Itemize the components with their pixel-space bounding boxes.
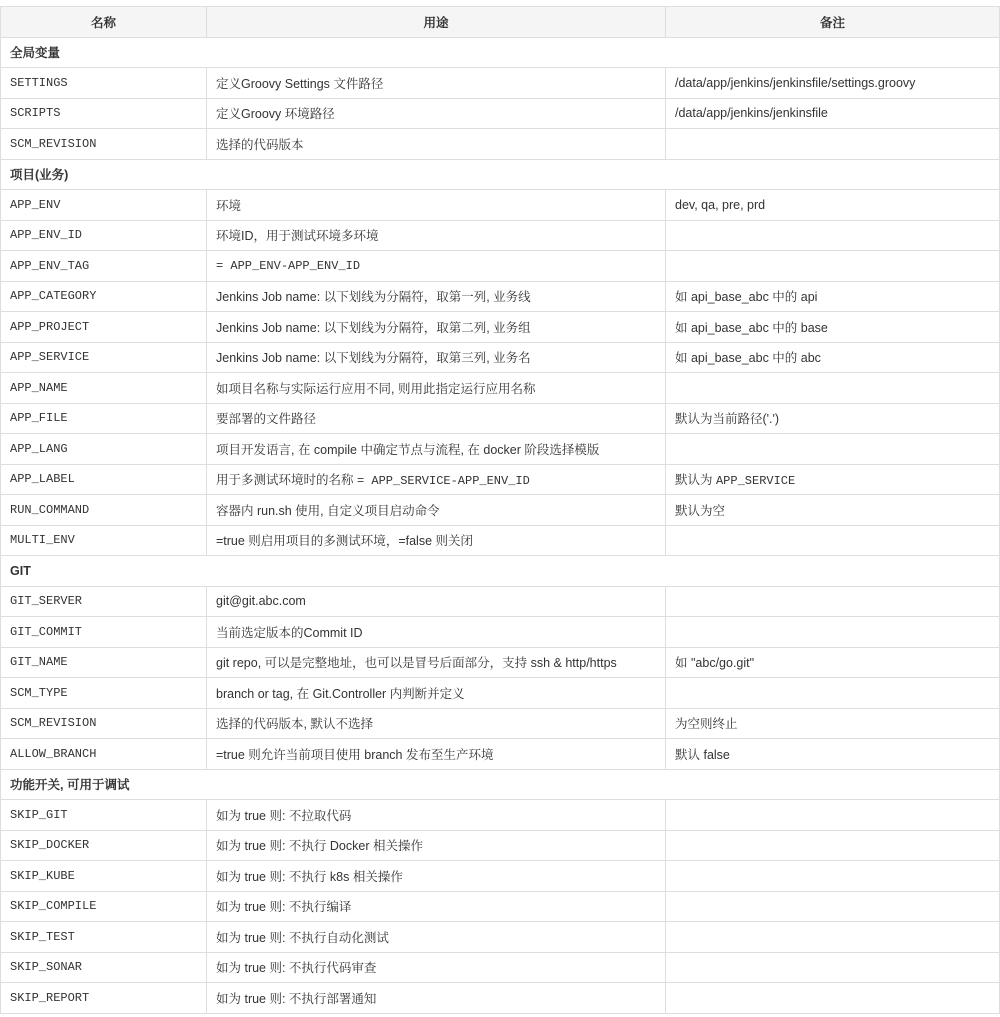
column-header-usage: 用途 xyxy=(207,7,666,38)
table-row xyxy=(1,861,1000,892)
table-row xyxy=(1,708,1000,739)
column-header-note: 备注 xyxy=(666,7,1000,38)
var-usage: git repo, 可以是完整地址，也可以是冒号后面部分，支持 ssh & http/https xyxy=(207,647,666,678)
var-usage: 项目开发语言, 在 compile 中确定节点与流程, 在 docker 阶段选择模版 xyxy=(207,434,666,465)
table-row xyxy=(1,495,1000,526)
table-row xyxy=(1,983,1000,1014)
var-note xyxy=(666,129,1000,160)
var-usage: git@git.abc.com xyxy=(207,586,666,617)
var-name: APP_ENV_ID xyxy=(1,220,207,251)
var-name: SKIP_DOCKER xyxy=(1,830,207,861)
table-row xyxy=(1,281,1000,312)
table-row xyxy=(1,251,1000,282)
var-note: 如 api_base_abc 中的 api xyxy=(666,281,1000,312)
var-note: 如 "abc/go.git" xyxy=(666,647,1000,678)
table-row xyxy=(1,98,1000,129)
var-name: APP_LANG xyxy=(1,434,207,465)
var-note xyxy=(666,861,1000,892)
table-row xyxy=(1,525,1000,556)
var-name: APP_PROJECT xyxy=(1,312,207,343)
var-usage: 当前选定版本的Commit ID xyxy=(207,617,666,648)
table-row xyxy=(1,800,1000,831)
var-usage: 如为 true 则: 不执行部署通知 xyxy=(207,983,666,1014)
var-name: MULTI_ENV xyxy=(1,525,207,556)
var-usage: 环境 xyxy=(207,190,666,221)
var-usage: 容器内 run.sh 使用, 自定义项目启动命令 xyxy=(207,495,666,526)
var-note xyxy=(666,678,1000,709)
var-usage: 选择的代码版本 xyxy=(207,129,666,160)
table-row xyxy=(1,891,1000,922)
var-usage: =true 则启用项目的多测试环境，=false 则关闭 xyxy=(207,525,666,556)
table-body xyxy=(1,37,1000,1013)
var-name: GIT_COMMIT xyxy=(1,617,207,648)
table-row xyxy=(1,464,1000,495)
var-name: GIT_SERVER xyxy=(1,586,207,617)
var-note: 如 api_base_abc 中的 abc xyxy=(666,342,1000,373)
usage-prefix: 用于多测试环境时的名称 xyxy=(216,473,357,488)
var-name: SKIP_GIT xyxy=(1,800,207,831)
var-name: SKIP_COMPILE xyxy=(1,891,207,922)
header-row xyxy=(1,7,1000,38)
var-usage: Jenkins Job name: 以下划线为分隔符，取第一列, 业务线 xyxy=(207,281,666,312)
var-note xyxy=(666,983,1000,1014)
var-note xyxy=(666,586,1000,617)
section-row-feature-switches xyxy=(1,769,1000,800)
variables-table xyxy=(0,6,1000,1014)
var-note: 默认为当前路径('.') xyxy=(666,403,1000,434)
var-note xyxy=(666,617,1000,648)
var-name: SCRIPTS xyxy=(1,98,207,129)
note-prefix: 默认为 xyxy=(675,473,716,488)
var-usage: 环境ID，用于测试环境多环境 xyxy=(207,220,666,251)
section-row-git xyxy=(1,556,1000,587)
section-title: 功能开关, 可用于调试 xyxy=(1,769,1000,800)
var-note xyxy=(666,373,1000,404)
var-name: APP_FILE xyxy=(1,403,207,434)
table-row xyxy=(1,129,1000,160)
var-usage: 如为 true 则: 不执行自动化测试 xyxy=(207,922,666,953)
var-name: APP_NAME xyxy=(1,373,207,404)
section-title: 全局变量 xyxy=(1,37,1000,68)
var-note xyxy=(666,464,1000,495)
var-note: /data/app/jenkins/jenkinsfile xyxy=(666,98,1000,129)
section-row-project xyxy=(1,159,1000,190)
var-usage: 如为 true 则: 不拉取代码 xyxy=(207,800,666,831)
var-name: APP_ENV_TAG xyxy=(1,251,207,282)
var-usage: Jenkins Job name: 以下划线为分隔符，取第二列, 业务组 xyxy=(207,312,666,343)
var-note: 为空则终止 xyxy=(666,708,1000,739)
table-row xyxy=(1,342,1000,373)
var-usage xyxy=(207,251,666,282)
var-name: SKIP_KUBE xyxy=(1,861,207,892)
table-row xyxy=(1,312,1000,343)
var-usage xyxy=(207,464,666,495)
var-usage: 要部署的文件路径 xyxy=(207,403,666,434)
table-row xyxy=(1,830,1000,861)
table-row xyxy=(1,403,1000,434)
table-row xyxy=(1,739,1000,770)
var-usage: 如为 true 则: 不执行 Docker 相关操作 xyxy=(207,830,666,861)
var-note xyxy=(666,891,1000,922)
var-name: APP_ENV xyxy=(1,190,207,221)
var-note: 默认 false xyxy=(666,739,1000,770)
var-usage: 如为 true 则: 不执行 k8s 相关操作 xyxy=(207,861,666,892)
page xyxy=(0,6,999,1014)
var-name: APP_SERVICE xyxy=(1,342,207,373)
usage-code: = APP_SERVICE-APP_ENV_ID xyxy=(356,474,530,489)
usage-code: APP_ENV-APP_ENV_ID xyxy=(230,259,361,274)
var-usage: 如为 true 则: 不执行代码审查 xyxy=(207,952,666,983)
var-usage: =true 则允许当前项目使用 branch 发布至生产环境 xyxy=(207,739,666,770)
var-name: GIT_NAME xyxy=(1,647,207,678)
var-usage: 选择的代码版本, 默认不选择 xyxy=(207,708,666,739)
section-row-global xyxy=(1,37,1000,68)
var-name: SKIP_SONAR xyxy=(1,952,207,983)
var-usage: Jenkins Job name: 以下划线为分隔符，取第三列, 业务名 xyxy=(207,342,666,373)
section-title: 项目(业务) xyxy=(1,159,1000,190)
table-row xyxy=(1,617,1000,648)
table-row xyxy=(1,220,1000,251)
table-row xyxy=(1,68,1000,99)
var-usage: 定义Groovy Settings 文件路径 xyxy=(207,68,666,99)
var-note: 如 api_base_abc 中的 base xyxy=(666,312,1000,343)
var-note xyxy=(666,434,1000,465)
var-usage: 定义Groovy 环境路径 xyxy=(207,98,666,129)
table-row xyxy=(1,190,1000,221)
var-name: RUN_COMMAND xyxy=(1,495,207,526)
table-header xyxy=(1,7,1000,38)
var-name: SKIP_REPORT xyxy=(1,983,207,1014)
var-name: SCM_REVISION xyxy=(1,129,207,160)
var-note xyxy=(666,922,1000,953)
var-name: SCM_REVISION xyxy=(1,708,207,739)
var-name: SETTINGS xyxy=(1,68,207,99)
section-title: GIT xyxy=(1,556,1000,587)
var-note xyxy=(666,952,1000,983)
var-note: dev, qa, pre, prd xyxy=(666,190,1000,221)
var-name: SCM_TYPE xyxy=(1,678,207,709)
table-row xyxy=(1,678,1000,709)
var-name: SKIP_TEST xyxy=(1,922,207,953)
table-row xyxy=(1,434,1000,465)
table-row xyxy=(1,922,1000,953)
var-name: APP_CATEGORY xyxy=(1,281,207,312)
column-header-name: 名称 xyxy=(1,7,207,38)
note-code: APP_SERVICE xyxy=(715,474,796,489)
var-note xyxy=(666,830,1000,861)
var-note: 默认为空 xyxy=(666,495,1000,526)
usage-prefix: = xyxy=(216,259,231,274)
table-row xyxy=(1,952,1000,983)
table-row xyxy=(1,373,1000,404)
var-usage: branch or tag, 在 Git.Controller 内判断并定义 xyxy=(207,678,666,709)
table-row xyxy=(1,647,1000,678)
var-usage: 如项目名称与实际运行应用不同, 则用此指定运行应用名称 xyxy=(207,373,666,404)
var-usage: 如为 true 则: 不执行编译 xyxy=(207,891,666,922)
var-note: /data/app/jenkins/jenkinsfile/settings.groovy xyxy=(666,68,1000,99)
var-note xyxy=(666,220,1000,251)
var-note xyxy=(666,251,1000,282)
table-row xyxy=(1,586,1000,617)
var-name: ALLOW_BRANCH xyxy=(1,739,207,770)
var-note xyxy=(666,525,1000,556)
var-note xyxy=(666,800,1000,831)
var-name: APP_LABEL xyxy=(1,464,207,495)
